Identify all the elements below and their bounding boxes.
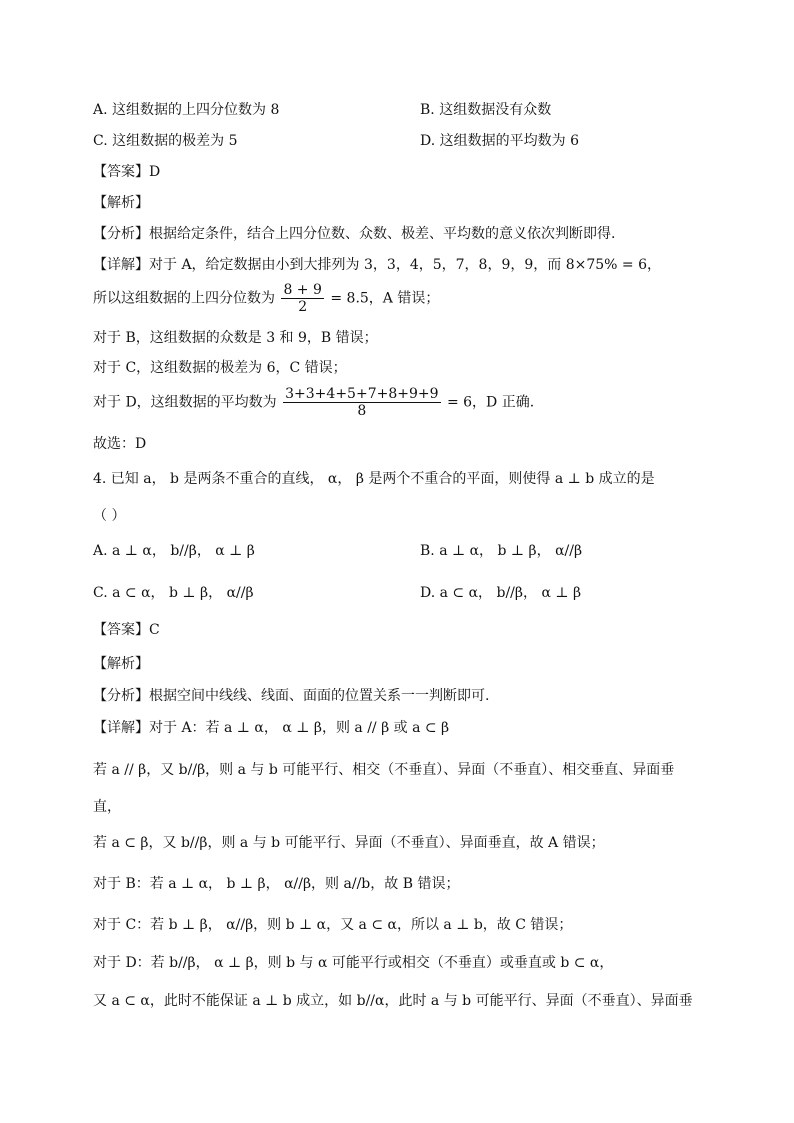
- q4-option-c: C. a ⊂ α， b ⊥ β， α//β: [93, 585, 254, 601]
- q4-detail-line-1: 【详解】对于 A：若 a ⊥ α， α ⊥ β，则 a // β 或 a ⊂ β: [93, 720, 450, 736]
- fraction-numerator: 8 + 9: [283, 282, 322, 298]
- q4-detail-line-2: 若 a // β，又 b//β，则 a 与 b 可能平行、相交（不垂直）、异面（不垂直）、相交垂直、异面垂: [93, 762, 675, 778]
- q3-final-choice: 故选：D: [93, 436, 147, 452]
- q3-option-c: C. 这组数据的极差为 5: [93, 133, 238, 149]
- q4-analysis-heading: 【解析】: [93, 656, 149, 672]
- fraction-denominator: 2: [298, 299, 308, 315]
- q3-option-d: D. 这组数据的平均数为 6: [420, 133, 579, 149]
- q3-detail-quartile-line: [93, 282, 439, 315]
- q4-detail-line-6: 对于 C：若 b ⊥ β， α//β，则 b ⊥ α，又 a ⊂ α，所以 a ⊥ b，故 C 错误；: [93, 917, 573, 933]
- q4-detail-line-5: 对于 B：若 a ⊥ α， b ⊥ β， α//β，则 a//b，故 B 错误；: [93, 876, 460, 892]
- q4-detail-line-7: 对于 D：若 b//β， α ⊥ β，则 b 与 α 可能平行或相交（不垂直）或垂直或 b ⊂ α，: [93, 955, 614, 971]
- fraction-denominator: 8: [357, 403, 367, 419]
- q3-option-b: B. 这组数据没有众数: [420, 102, 552, 118]
- q3-mean-result: = 6，D 正确.: [446, 394, 535, 411]
- q4-detail-line-8: 又 a ⊂ α，此时不能保证 a ⊥ b 成立，如 b//α，此时 a 与 b 可能平行、异面（不垂直）、异面垂: [93, 993, 693, 1009]
- q4-option-b: B. a ⊥ α， b ⊥ β， α//β: [420, 543, 583, 559]
- q3-option-a: A. 这组数据的上四分位数为 8: [93, 102, 280, 118]
- q3-detail-option-a: 【详解】对于 A，给定数据由小到大排列为 3，3，4，5，7，8，9，9，而 8×75% = 6，: [93, 257, 662, 273]
- q3-quartile-result: = 8.5，A 错误；: [330, 290, 440, 307]
- q4-option-d: D. a ⊂ α， b//β， α ⊥ β: [420, 585, 582, 601]
- fraction-numerator: 3+3+4+5+7+8+9+9: [285, 386, 439, 402]
- q4-analysis-summary: 【分析】根据空间中线线、线面、面面的位置关系一一判断即可.: [93, 688, 490, 704]
- q3-analysis-heading: 【解析】: [93, 195, 149, 211]
- q3-detail-mean-line: [93, 386, 534, 419]
- q4-stem-line-2: （ ）: [93, 508, 126, 524]
- q3-mean-fraction: [283, 386, 440, 419]
- q3-mean-text: 对于 D，这组数据的平均数为: [93, 394, 277, 411]
- q3-quartile-text: 所以这组数据的上四分位数为: [93, 290, 275, 307]
- q4-option-a: A. a ⊥ α， b//β， α ⊥ β: [93, 543, 255, 559]
- q4-answer: 【答案】C: [93, 622, 160, 638]
- q3-detail-option-b: 对于 B，这组数据的众数是 3 和 9，B 错误；: [93, 330, 378, 346]
- q4-stem-line-1: 4. 已知 a， b 是两条不重合的直线， α， β 是两个不重合的平面，则使得 a ⊥ b 成立的是: [93, 471, 655, 487]
- q3-detail-option-c: 对于 C，这组数据的极差为 6，C 错误；: [93, 360, 347, 376]
- q3-quartile-fraction: [281, 282, 323, 315]
- q3-analysis-summary: 【分析】根据给定条件，结合上四分位数、众数、极差、平均数的意义依次判断即得.: [93, 226, 616, 242]
- q4-detail-line-4: 若 a ⊂ β，又 b//β，则 a 与 b 可能平行、异面（不垂直）、异面垂直，故 A 错误；: [93, 835, 605, 851]
- q3-answer: 【答案】D: [93, 164, 161, 180]
- q4-detail-line-3: 直，: [93, 799, 121, 815]
